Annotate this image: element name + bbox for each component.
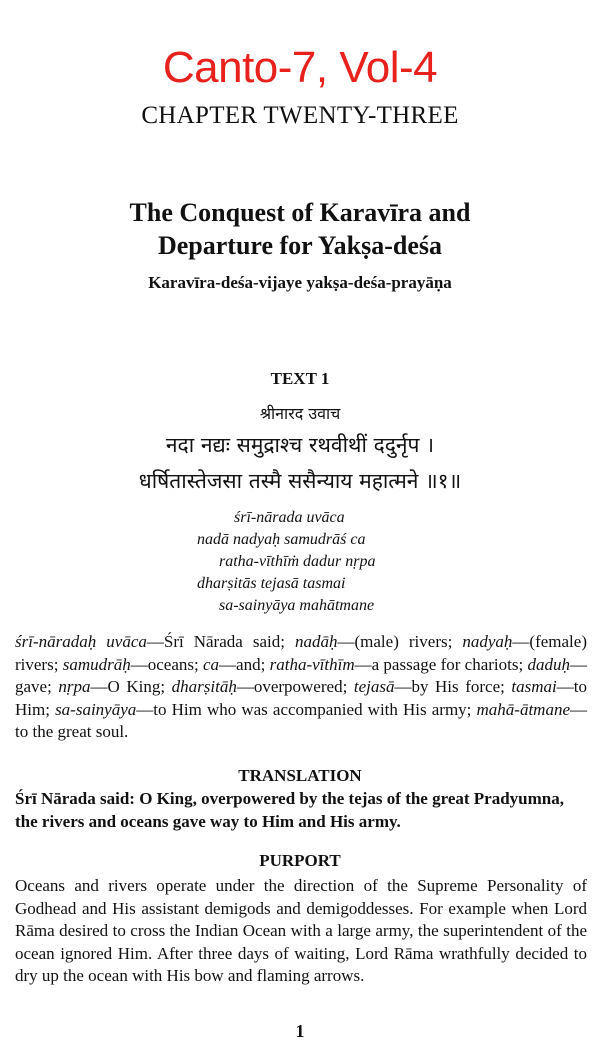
synonym-term: śrī-nāradaḥ uvāca bbox=[15, 632, 147, 651]
synonym-meaning: —overpowered; bbox=[236, 677, 354, 696]
synonym-term: ratha-vīthīm bbox=[269, 654, 355, 674]
chapter-title-line-2: Departure for Yakṣa-deśa bbox=[157, 231, 443, 260]
purport-heading: PURPORT bbox=[259, 851, 341, 870]
devanagari-speaker: श्रीनारद उवाच bbox=[259, 404, 341, 423]
synonym-term: sa-sainyāya bbox=[55, 699, 137, 719]
synonym-meaning: —Śrī Nārada said; bbox=[146, 632, 295, 651]
page-number: 1 bbox=[295, 1021, 305, 1041]
chapter-title-line-1: The Conquest of Karavīra and bbox=[129, 198, 471, 227]
transliteration-line-4: dharṣitās tejasā tasmai bbox=[197, 575, 346, 592]
translation-heading: TRANSLATION bbox=[238, 766, 362, 785]
transliteration-line-1: śrī-nārada uvāca bbox=[234, 509, 345, 526]
chapter-heading: CHAPTER TWENTY-THREE bbox=[141, 102, 459, 129]
synonym-term: daduḥ bbox=[527, 654, 570, 674]
synonym-term: nadyaḥ bbox=[462, 632, 513, 651]
purport-text: Oceans and rivers operate under the direction of the Supreme Personality of Godhead and His assistant demigods and demigoddesses. For example when Lord Rāma desired to cross the Indian Ocean with a large army, the superintendent of the ocean ignored Him. After three days of waiting, Lord Rāma wrathfully decided to dry up the ocean with His bow and flaming arrows. bbox=[15, 876, 587, 985]
synonym-meaning: —to Him; bbox=[15, 677, 587, 719]
chapter-title bbox=[0, 196, 600, 262]
verse-heading: TEXT 1 bbox=[270, 369, 330, 388]
synonym-meaning: —to Him who was accompanied with His army; bbox=[136, 699, 477, 719]
synonym-meaning: —a passage for chariots; bbox=[354, 654, 528, 674]
synonym-term: tejasā bbox=[353, 677, 395, 696]
synonym-term: ca bbox=[203, 654, 220, 674]
transliteration-line-2: nadā nadyaḥ samudrāś ca bbox=[197, 531, 366, 548]
synonym-meaning: —O King; bbox=[90, 677, 172, 696]
word-synonyms bbox=[15, 631, 587, 744]
transliteration-line-5: sa-sainyāya mahātmane bbox=[219, 597, 375, 614]
synonym-term: nadāḥ bbox=[295, 632, 338, 651]
devanagari-verse-line-1: नदा नद्यः समुद्राश्च रथवीथीं ददुर्नृप । bbox=[165, 433, 435, 457]
synonym-meaning: —by His force; bbox=[394, 677, 512, 696]
chapter-subtitle: Karavīra-deśa-vijaye yakṣa-deśa-prayāṇa bbox=[148, 273, 452, 292]
devanagari-verse-line-2: धर्षितास्तेजसा तस्मै ससैन्याय महात्मने ॥१॥ bbox=[138, 469, 462, 493]
synonym-term: tasmai bbox=[511, 677, 557, 696]
synonym-term: samudrāḥ bbox=[62, 654, 131, 674]
synonym-term: mahā-ātmane bbox=[476, 699, 570, 719]
synonym-meaning: —to the great soul. bbox=[15, 699, 587, 741]
synonym-meaning: —gave; bbox=[15, 654, 587, 696]
transliteration-line-3: ratha-vīthīṁ dadur nṛpa bbox=[219, 553, 376, 570]
synonym-meaning: —oceans; bbox=[130, 654, 203, 674]
translation-text: Śrī Nārada said: O King, overpowered by the tejas of the great Pradyumna, the rivers and oceans gave way to Him and His army. bbox=[15, 789, 565, 831]
synonym-meaning: —and; bbox=[219, 654, 270, 674]
synonym-meaning: —(male) rivers; bbox=[337, 632, 463, 651]
synonym-term: dharṣitāḥ bbox=[171, 677, 237, 696]
canto-volume-label: Canto-7, Vol-4 bbox=[162, 43, 438, 92]
synonym-term: nṛpa bbox=[58, 677, 91, 696]
synonym-meaning: —(female) rivers; bbox=[15, 632, 587, 674]
